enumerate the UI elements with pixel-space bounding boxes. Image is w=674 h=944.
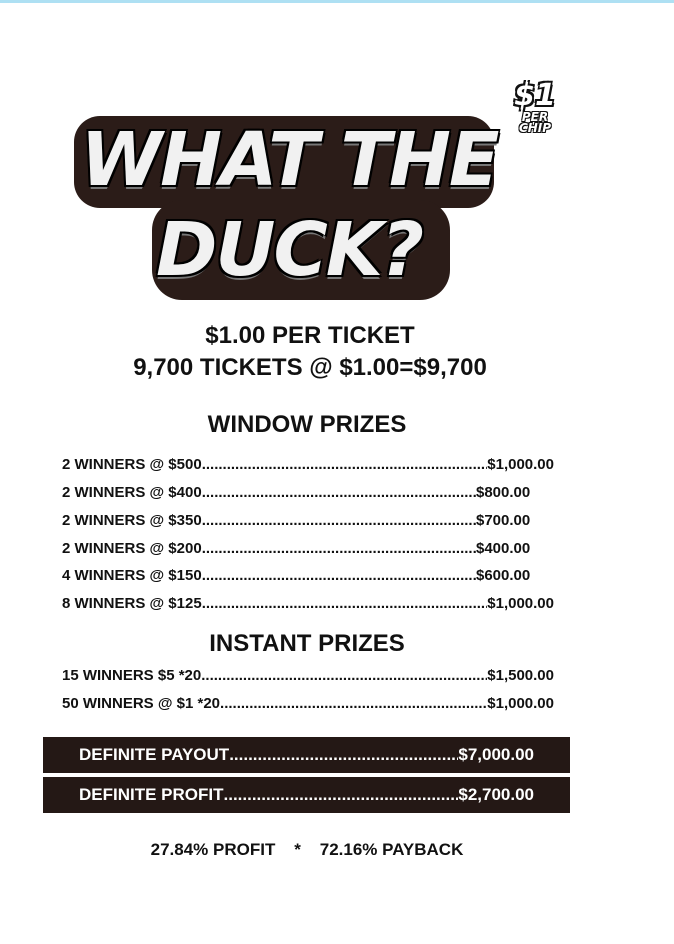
definite-profit-bar [43,777,570,813]
leader-dots [224,785,459,805]
leader-dots [202,484,476,501]
prize-row [62,512,554,532]
leader-dots [220,695,487,712]
definite-payout-bar [43,737,570,773]
prize-label: 8 WINNERS @ $125 [62,595,202,612]
prize-amount: $800.00 [476,484,531,501]
prize-amount: $1,000.00 [487,595,554,612]
chip-label-bottom: CHIP [518,121,552,135]
prize-label: 15 WINNERS $5 *20 [62,667,202,684]
prize-amount: $600.00 [476,567,531,584]
chip-label-top: PER [521,110,549,124]
prize-row [62,595,554,615]
prize-row [62,567,554,587]
prize-amount: $1,000.00 [487,695,554,712]
chip-amount: $1 [514,78,556,113]
payout-amount: $7,000.00 [458,745,534,764]
prize-label: 50 WINNERS @ $1 *20 [62,695,221,712]
leader-dots [202,456,488,473]
window-prizes-title: WINDOW PRIZES [207,411,407,438]
prize-label: 2 WINNERS @ $400 [62,484,202,501]
prize-label: 2 WINNERS @ $500 [62,456,202,473]
per-chip-badge [505,80,565,134]
leader-dots [202,595,488,612]
ticket-price: $1.00 PER TICKET [205,322,415,349]
prize-row [62,695,554,715]
ticket-count: 9,700 TICKETS @ $1.00=$9,700 [133,354,487,381]
profit-amount: $2,700.00 [458,785,534,804]
top-accent-bar [0,0,674,3]
profit-payback-summary: 27.84% PROFIT * 72.16% PAYBACK [150,840,464,859]
payout-label: DEFINITE PAYOUT [79,745,230,764]
prize-row [62,484,554,504]
prize-label: 2 WINNERS @ $200 [62,540,202,557]
prize-amount: $1,500.00 [487,667,554,684]
leader-dots [202,540,476,557]
instant-prizes-title: INSTANT PRIZES [209,630,405,657]
prize-row [62,540,554,560]
leader-dots [202,567,476,584]
leader-dots [201,667,487,684]
leader-dots [229,745,458,765]
prize-label: 2 WINNERS @ $350 [62,512,202,529]
prize-amount: $1,000.00 [487,456,554,473]
prize-label: 4 WINNERS @ $150 [62,567,202,584]
leader-dots [202,512,476,529]
logo-title-line-2: DUCK? [155,207,423,293]
prize-amount: $400.00 [476,540,531,557]
logo-title-line-1: WHAT THE [80,117,498,203]
profit-label: DEFINITE PROFIT [79,785,224,804]
prize-amount: $700.00 [476,512,531,529]
game-logo [68,108,510,308]
prize-row [62,667,554,687]
prize-row [62,456,554,476]
